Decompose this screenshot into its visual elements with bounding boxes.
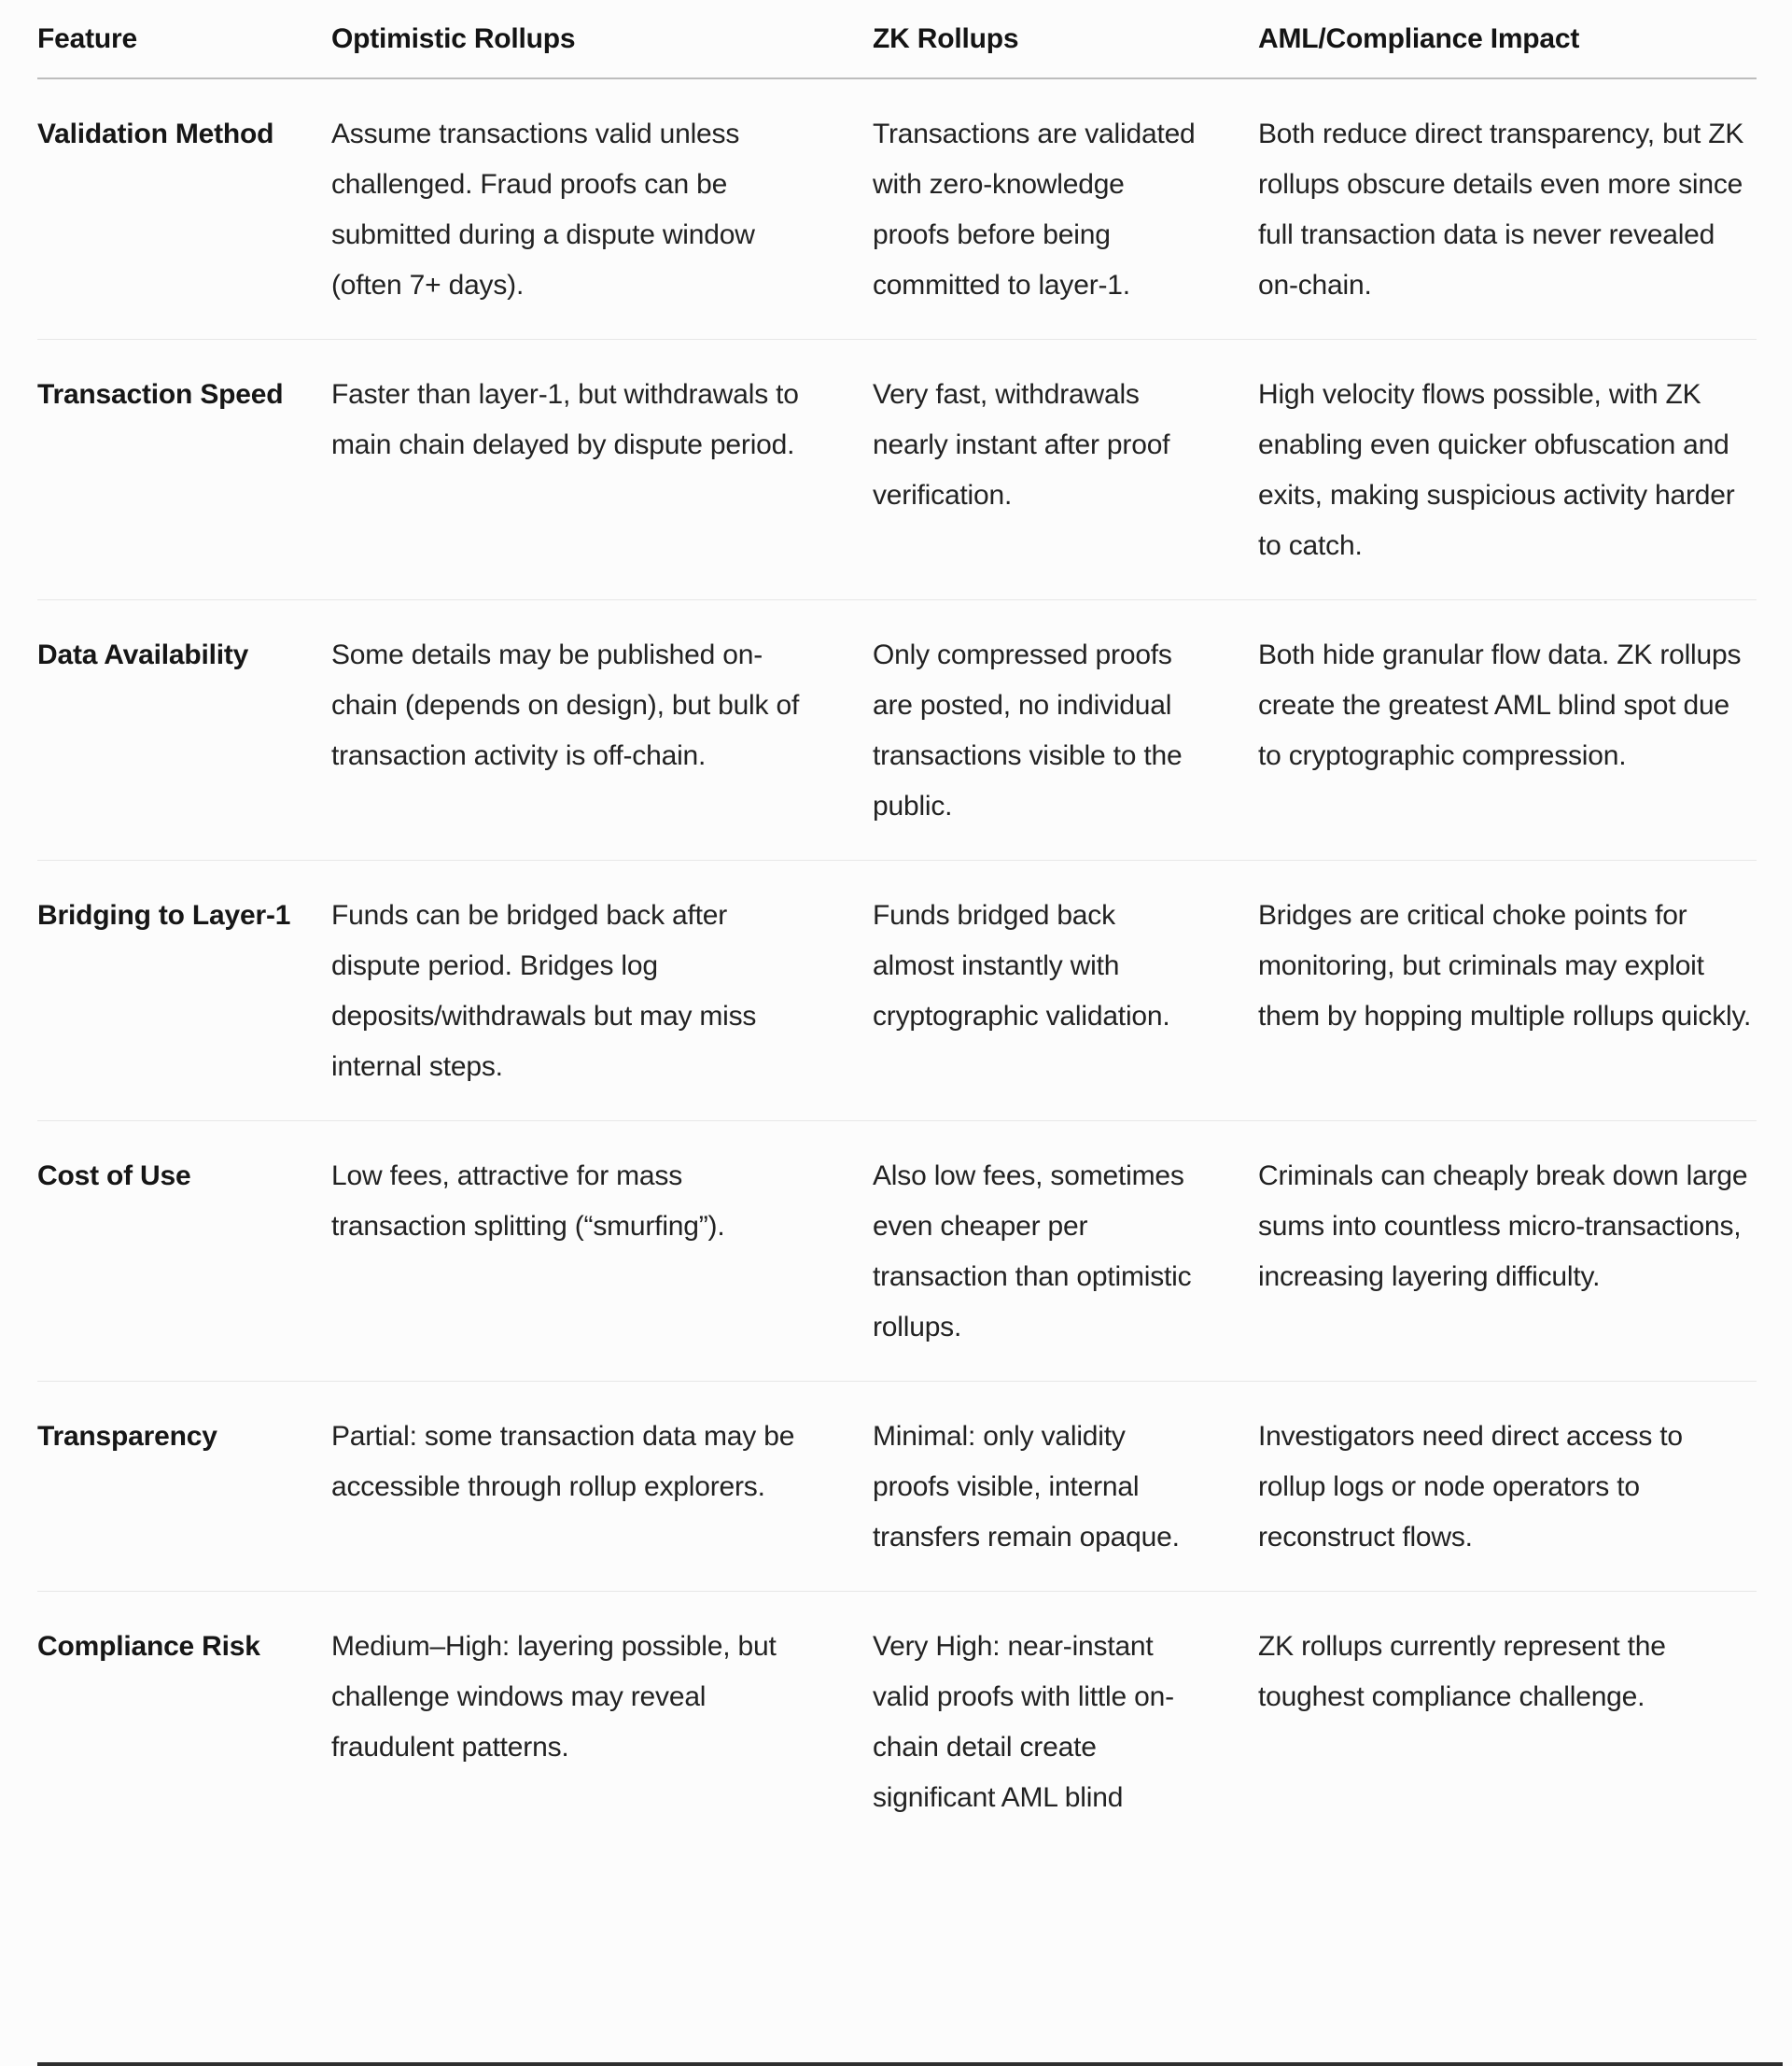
cell-feature: Data Availability: [37, 639, 249, 670]
table-header-row: [37, 0, 1757, 79]
rollups-comparison-table: [37, 0, 1757, 1851]
column-header-aml-compliance-impact: AML/Compliance Impact: [1258, 22, 1580, 54]
cell-feature: Compliance Risk: [37, 1631, 260, 1662]
cell-zk-rollups: Very fast, withdrawals nearly instant after proof verification.: [873, 379, 1170, 511]
cell-aml-compliance-impact: Criminals can cheaply break down large sums into countless micro-transactions, increasing layering difficulty.: [1258, 1160, 1748, 1292]
table-row: [37, 1121, 1757, 1382]
cell-optimistic-rollups: Funds can be bridged back after dispute period. Bridges log deposits/withdrawals but may miss internal steps.: [331, 900, 757, 1082]
cell-optimistic-rollups: Medium–High: layering possible, but challenge windows may reveal fraudulent patterns.: [331, 1631, 777, 1763]
table-row: [37, 861, 1757, 1121]
table-row: [37, 1592, 1757, 1851]
table-row: [37, 79, 1757, 340]
cell-zk-rollups: Funds bridged back almost instantly with cryptographic validation.: [873, 900, 1170, 1032]
cell-zk-rollups: Very High: near-instant valid proofs with little on-chain detail create significant AML blind: [873, 1631, 1174, 1813]
viewport-bottom-edge: [37, 2062, 1783, 2066]
table-row: [37, 600, 1757, 861]
cell-optimistic-rollups: Partial: some transaction data may be accessible through rollup explorers.: [331, 1421, 795, 1502]
cell-feature: Bridging to Layer-1: [37, 900, 291, 931]
cell-optimistic-rollups: Assume transactions valid unless challenged. Fraud proofs can be submitted during a dispute window (often 7+ days).: [331, 119, 755, 301]
column-header-optimistic-rollups: Optimistic Rollups: [331, 22, 576, 54]
cell-zk-rollups: Minimal: only validity proofs visible, internal transfers remain opaque.: [873, 1421, 1180, 1553]
cell-aml-compliance-impact: Investigators need direct access to rollup logs or node operators to reconstruct flows.: [1258, 1421, 1683, 1553]
cell-optimistic-rollups: Faster than layer-1, but withdrawals to main chain delayed by dispute period.: [331, 379, 799, 460]
cell-feature: Transparency: [37, 1421, 217, 1452]
cell-feature: Cost of Use: [37, 1160, 191, 1191]
cell-feature: Transaction Speed: [37, 379, 284, 410]
cell-optimistic-rollups: Low fees, attractive for mass transaction splitting (“smurfing”).: [331, 1160, 725, 1242]
cell-zk-rollups: Only compressed proofs are posted, no individual transactions visible to the public.: [873, 639, 1183, 822]
table-body: [37, 79, 1757, 1851]
cell-aml-compliance-impact: Both reduce direct transparency, but ZK rollups obscure details even more since full transaction data is never revealed on-chain.: [1258, 119, 1744, 301]
table-row: [37, 340, 1757, 600]
cell-aml-compliance-impact: High velocity flows possible, with ZK enabling even quicker obfuscation and exits, making suspicious activity harder to catch.: [1258, 379, 1735, 561]
cell-zk-rollups: Transactions are validated with zero-knowledge proofs before being committed to layer-1.: [873, 119, 1196, 301]
cell-aml-compliance-impact: Bridges are critical choke points for monitoring, but criminals may exploit them by hopping multiple rollups quickly.: [1258, 900, 1752, 1032]
column-header-zk-rollups: ZK Rollups: [873, 22, 1019, 54]
table-row: [37, 1382, 1757, 1592]
cell-zk-rollups: Also low fees, sometimes even cheaper per transaction than optimistic rollups.: [873, 1160, 1192, 1342]
column-header-feature: Feature: [37, 22, 137, 54]
cell-optimistic-rollups: Some details may be published on-chain (depends on design), but bulk of transaction activity is off-chain.: [331, 639, 800, 771]
cell-aml-compliance-impact: ZK rollups currently represent the toughest compliance challenge.: [1258, 1631, 1666, 1712]
cell-aml-compliance-impact: Both hide granular flow data. ZK rollups create the greatest AML blind spot due to cryptographic compression.: [1258, 639, 1742, 771]
cell-feature: Validation Method: [37, 119, 274, 149]
